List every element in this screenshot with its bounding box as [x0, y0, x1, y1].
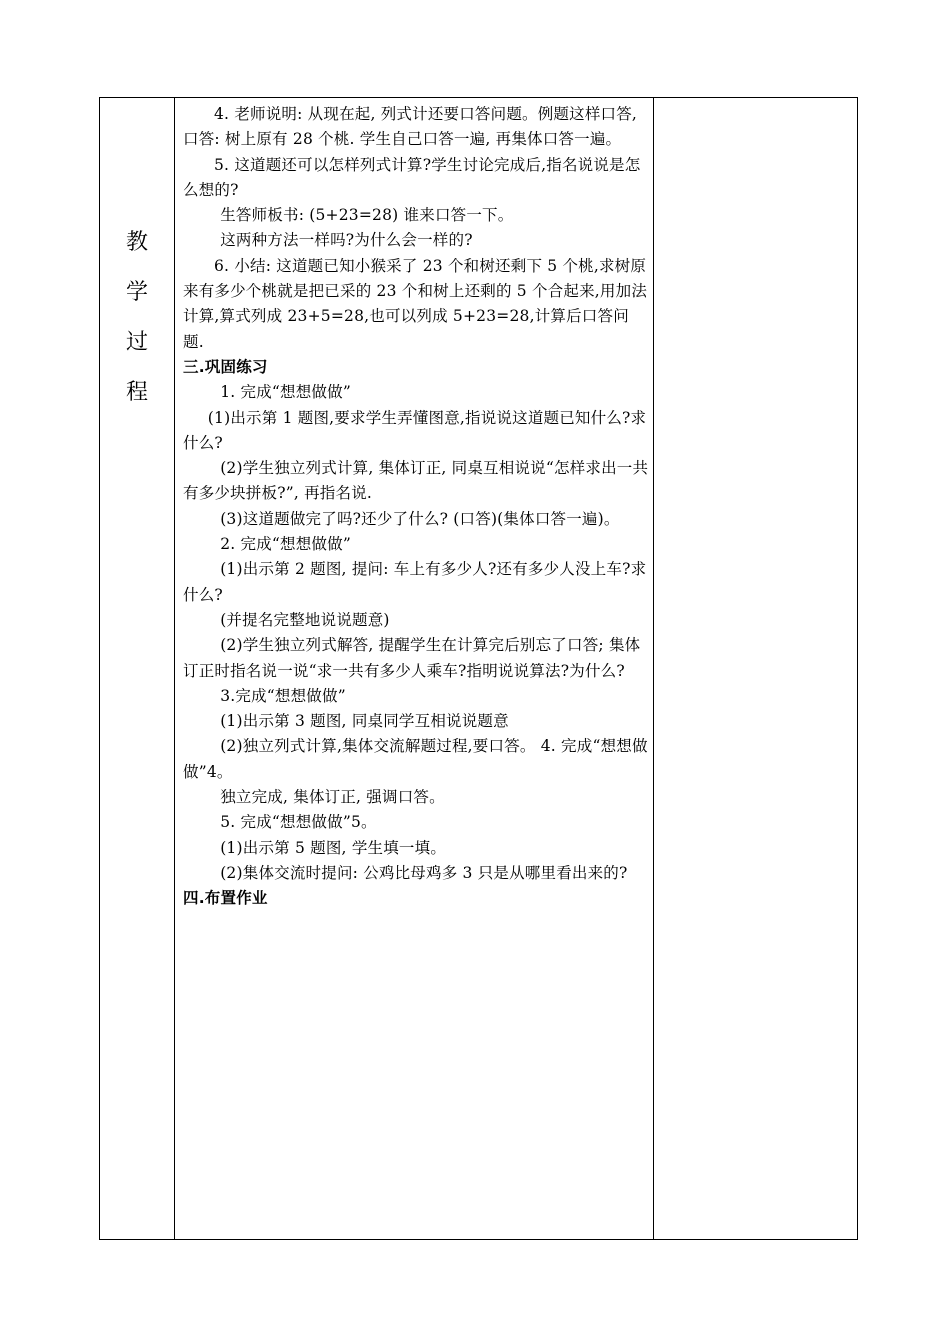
- content-paragraph: 5. 完成“想想做做”5。: [220, 813, 377, 832]
- lesson-content: [175, 98, 653, 912]
- teaching-process-row: [100, 98, 858, 1240]
- content-paragraph: 独立完成, 集体订正, 强调口答。: [220, 788, 445, 807]
- section-heading: 四.布置作业: [183, 889, 268, 908]
- content-paragraph: (1)出示第 3 题图, 同桌同学互相说说题意: [220, 712, 509, 731]
- content-paragraph: 1. 完成“想想做做”: [220, 383, 351, 402]
- content-paragraph: 生答师板书: (5+23=28) 谁来口答一下。: [220, 206, 514, 225]
- content-paragraph: 这两种方法一样吗?为什么会一样的?: [220, 231, 473, 250]
- section-label-char: 过: [125, 330, 148, 355]
- content-cell: [175, 98, 654, 1240]
- content-paragraph: (3)这道题做完了吗?还少了什么? (口答)(集体口答一遍)。: [220, 509, 620, 528]
- content-paragraph: (1)出示第 1 题图,要求学生弄懂图意,指说说这道题已知什么?求什么?: [183, 408, 647, 452]
- content-paragraph: (2)独立列式计算,集体交流解题过程,要口答。 4. 完成“想想做做”4。: [183, 737, 648, 781]
- content-paragraph: 3.完成“想想做做”: [220, 686, 346, 705]
- section-heading: 三.巩固练习: [183, 357, 268, 376]
- section-label-char: 程: [125, 380, 148, 405]
- content-paragraph: (2)学生独立列式解答, 提醒学生在计算完后别忘了口答; 集体订正时指名说一说“求一共有多少人乘车?指明说说算法?为什么?: [183, 636, 641, 680]
- content-paragraph: 2. 完成“想想做做”: [220, 535, 351, 554]
- content-paragraph: 4. 老师说明: 从现在起, 列式计还要口答问题。例题这样口答, 口答: 树上原有 28 个桃. 学生自己口答一遍, 再集体口答一遍。: [183, 105, 638, 149]
- section-label-char: 学: [125, 280, 148, 305]
- lesson-plan-table: [99, 97, 858, 1240]
- content-paragraph: 6. 小结: 这道题已知小猴采了 23 个和树还剩下 5 个桃,求树原来有多少个桃就是把已采的 23 个和树上还剩的 5 个合起来,用加法计算,算式列成 23+5=28,也可以列成 5+23=28,计算后口答问题.: [183, 256, 648, 351]
- content-paragraph: (1)出示第 5 题图, 学生填一填。: [220, 838, 447, 857]
- content-paragraph: (并提名完整地说说题意): [220, 610, 390, 629]
- content-paragraph: (2)学生独立列式计算, 集体订正, 同桌互相说说“怎样求出一共有多少块拼板?”, 再指名说.: [183, 459, 649, 503]
- section-label-cell: [100, 98, 175, 1240]
- section-label-char: 教: [125, 230, 148, 255]
- section-label: [100, 98, 174, 418]
- content-paragraph: (2)集体交流时提问: 公鸡比母鸡多 3 只是从哪里看出来的?: [220, 863, 628, 882]
- content-paragraph: (1)出示第 2 题图, 提问: 车上有多少人?还有多少人没上车?求什么?: [183, 560, 647, 604]
- content-paragraph: 5. 这道题还可以怎样列式计算?学生讨论完成后,指名说说是怎么想的?: [183, 155, 641, 199]
- notes-cell: [654, 98, 858, 1240]
